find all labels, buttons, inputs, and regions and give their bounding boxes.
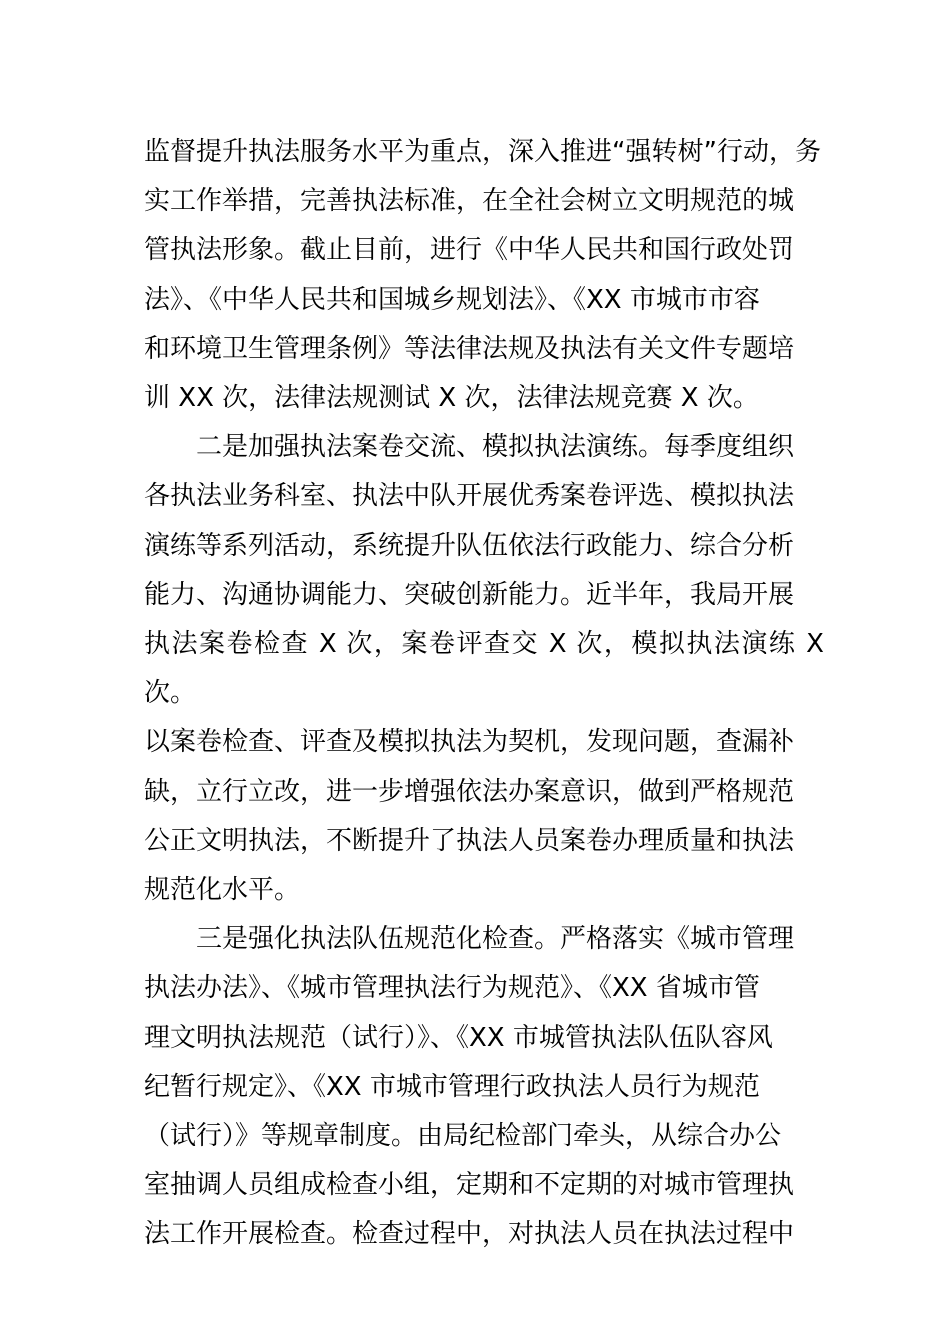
paragraph-team-inspection — [144, 915, 824, 1259]
text-line: 管执法形象。截止目前，进行《中华人民共和国行政处罚 — [144, 235, 795, 266]
text-line: 理文明执法规范（试行）》、《XX 市城管执法队伍队容风 — [144, 1022, 773, 1053]
paragraph-continuation — [144, 128, 824, 423]
text-line: 法》、《中华人民共和国城乡规划法》、《XX 市城市市容 — [144, 284, 760, 315]
text-line: 能力、沟通协调能力、突破创新能力。近半年，我局开展 — [144, 579, 795, 610]
text-line: 公正文明执法，不断提升了执法人员案卷办理质量和执法 — [144, 825, 795, 856]
text-line: 二是加强执法案卷交流、模拟执法演练。每季度组织 — [196, 432, 795, 463]
text-line: 训 XX 次，法律法规测试 X 次，法律法规竞赛 X 次。 — [144, 383, 759, 414]
text-line: 演练等系列活动，系统提升队伍依法行政能力、综合分析 — [144, 530, 795, 561]
text-line: 各执法业务科室、执法中队开展优秀案卷评选、模拟执法 — [144, 481, 795, 512]
text-line: 规范化水平。 — [144, 875, 301, 906]
text-line: 法工作开展检查。检查过程中，对执法人员在执法过程中 — [144, 1219, 795, 1250]
text-line: 执法案卷检查 X 次，案卷评查交 X 次，模拟执法演练 X 次。 — [144, 629, 824, 709]
text-line: 监督提升执法服务水平为重点，深入推进“强转树”行动，务 — [144, 137, 821, 167]
text-line: 实工作举措，完善执法标准，在全社会树立文明规范的城 — [144, 186, 795, 217]
text-line: 三是强化执法队伍规范化检查。严格落实《城市管理 — [196, 924, 795, 955]
text-line: 缺，立行立改，进一步增强依法办案意识，做到严格规范 — [144, 776, 795, 807]
paragraph-case-file-exchange — [144, 423, 824, 915]
text-line: 和环境卫生管理条例》等法律法规及执法有关文件专题培 — [144, 333, 795, 364]
text-line: 纪暂行规定》、《XX 市城市管理行政执法人员行为规范 — [144, 1071, 760, 1102]
document-body — [144, 128, 824, 1260]
text-line: 执法办法》、《城市管理执法行为规范》、《XX 省城市管 — [144, 973, 760, 1004]
text-line: 室抽调人员组成检查小组，定期和不定期的对城市管理执 — [144, 1170, 795, 1201]
text-line: （试行）》等规章制度。由局纪检部门牵头，从综合办公 — [144, 1121, 782, 1152]
text-line: 以案卷检查、评查及模拟执法为契机，发现问题，查漏补 — [144, 727, 795, 758]
